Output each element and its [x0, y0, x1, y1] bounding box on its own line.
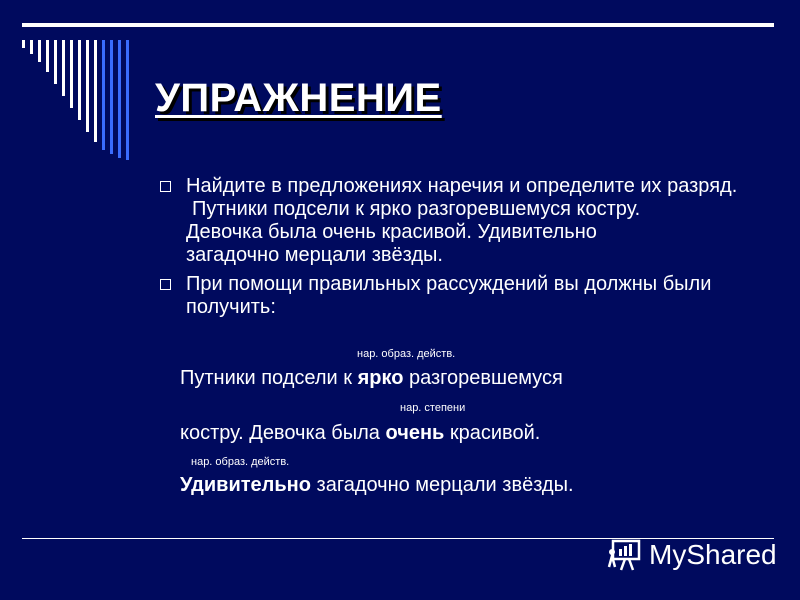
- stripe: [86, 40, 89, 132]
- stripe: [94, 40, 97, 142]
- bullet-item-1: [160, 175, 750, 198]
- stripe: [46, 40, 49, 72]
- analysis-text: разгоревшемуся: [403, 367, 563, 389]
- stripe: [62, 40, 65, 96]
- analysis-text: Путники подсели к: [180, 367, 358, 389]
- stripe: [102, 40, 105, 150]
- stripe: [78, 40, 81, 120]
- adverb-label: нар. образ. действ.: [357, 348, 456, 360]
- stripe: [30, 40, 33, 54]
- square-bullet-icon: [160, 279, 171, 290]
- example-sentences: [160, 198, 750, 267]
- watermark-brand: MyShared: [649, 539, 777, 570]
- stripe: [110, 40, 113, 154]
- watermark-logo: [607, 535, 777, 575]
- example-line: Девочка была очень красивой. Удивительно: [186, 221, 597, 243]
- presentation-board-icon: [607, 537, 643, 573]
- analysis-text: красивой.: [444, 422, 541, 444]
- highlighted-adverb: ярко: [357, 367, 404, 389]
- analysis-text: загадочно мерцали звёзды.: [310, 474, 574, 496]
- highlighted-adverb: очень: [385, 422, 445, 444]
- adverb-label: нар. образ. действ.: [191, 456, 290, 468]
- bullet-item-2: [160, 273, 750, 319]
- adverb-label: нар. степени: [400, 402, 466, 414]
- decorative-stripes: [0, 0, 140, 170]
- stripe: [38, 40, 41, 62]
- analysis-line-3: [180, 474, 574, 497]
- stripe: [70, 40, 73, 108]
- stripe: [54, 40, 57, 84]
- slide-body: [160, 175, 750, 319]
- analysis-text: костру. Девочка была: [180, 422, 386, 444]
- stripe: [22, 40, 25, 48]
- analysis-line-2: [180, 422, 540, 445]
- example-line: загадочно мерцали звёзды.: [186, 244, 443, 266]
- slide-title: УПРАЖНЕНИЕ: [155, 76, 442, 120]
- stripe: [118, 40, 121, 158]
- bullet-text: При помощи правильных рассуждений вы должны были получить:: [186, 273, 712, 318]
- bullet-text: Найдите в предложениях наречия и определите их разряд.: [186, 175, 738, 197]
- example-line: Путники подсели к ярко разгоревшемуся костру.: [192, 198, 641, 220]
- stripe: [126, 40, 129, 160]
- highlighted-adverb: Удивительно: [180, 474, 311, 496]
- square-bullet-icon: [160, 181, 171, 192]
- analysis-line-1: [180, 367, 563, 390]
